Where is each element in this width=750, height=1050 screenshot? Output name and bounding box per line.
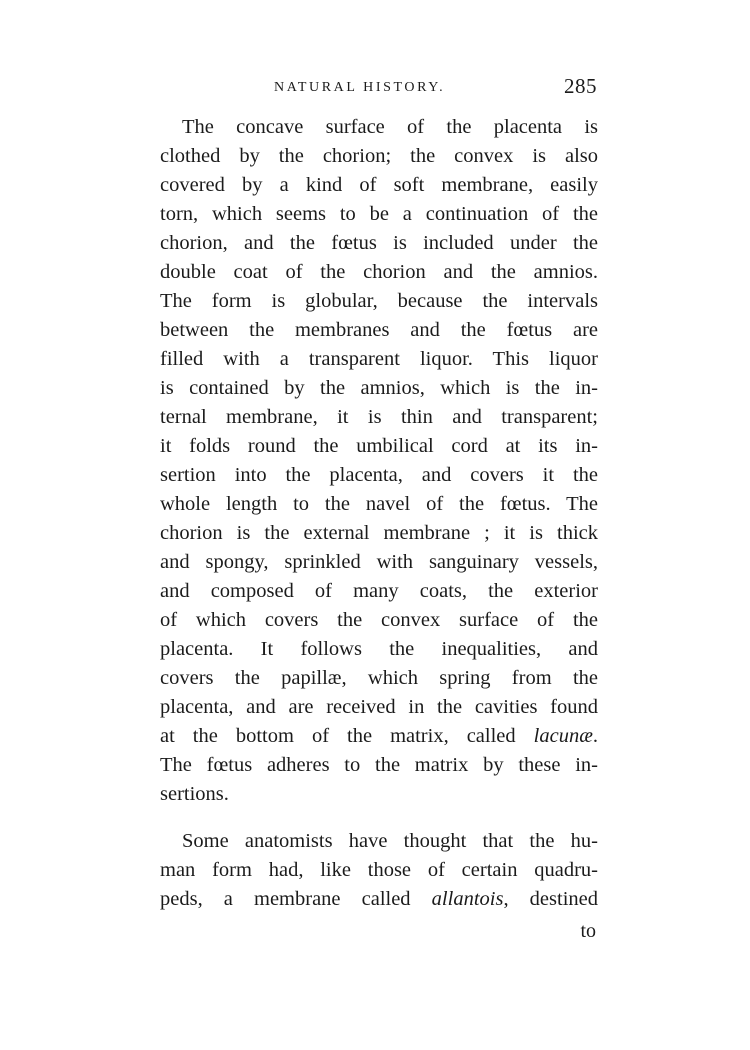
text-segment: peds, a membrane called: [160, 888, 432, 910]
paragraph-2: [160, 827, 598, 914]
text-line: torn, which seems to be a continuation of the: [160, 203, 598, 225]
text-segment: .: [592, 725, 598, 747]
text-line: and composed of many coats, the exterior: [160, 580, 598, 602]
text-line: filled with a transparent liquor. This liquor: [160, 348, 598, 370]
text-line: [160, 885, 598, 914]
text-segment: at the bottom of the matrix, called: [160, 725, 534, 747]
text-line: The fœtus adheres to the matrix by these in-: [160, 754, 598, 776]
text-line: sertions.: [160, 783, 229, 805]
text-line: ternal membrane, it is thin and transparent;: [160, 406, 598, 428]
catchword: to: [580, 920, 596, 942]
text-line: clothed by the chorion; the convex is also: [160, 145, 598, 167]
text-segment: , destined: [503, 888, 598, 910]
text-line: double coat of the chorion and the amnios.: [160, 261, 598, 283]
text-line: The concave surface of the placenta is: [182, 116, 598, 138]
text-line: placenta. It follows the inequalities, and: [160, 638, 598, 660]
text-line: whole length to the navel of the fœtus. The: [160, 493, 598, 515]
running-title: NATURAL HISTORY.: [274, 80, 446, 95]
text-line: Some anatomists have thought that the hu-: [182, 830, 598, 852]
italic-term: lacunæ: [533, 725, 593, 747]
text-line: The form is globular, because the intervals: [160, 290, 598, 312]
text-line: it folds round the umbilical cord at its in-: [160, 435, 598, 457]
text-line: sertion into the placenta, and covers it the: [160, 464, 598, 486]
text-line: of which covers the convex surface of the: [160, 609, 598, 631]
text-line: between the membranes and the fœtus are: [160, 319, 598, 341]
paragraph-gap: [160, 809, 598, 827]
text-line: covered by a kind of soft membrane, easily: [160, 174, 598, 196]
text-line: and spongy, sprinkled with sanguinary vessels,: [160, 551, 598, 573]
text-line: man form had, like those of certain quadru-: [160, 859, 598, 881]
running-head: [160, 74, 600, 104]
text-line: chorion is the external membrane ; it is thick: [160, 522, 598, 544]
page-number: 285: [564, 74, 597, 98]
body-text: [160, 113, 598, 914]
text-line: covers the papillæ, which spring from the: [160, 667, 598, 689]
text-line: placenta, and are received in the cavities found: [160, 696, 598, 718]
text-line: is contained by the amnios, which is the in-: [160, 377, 598, 399]
text-line: [160, 722, 598, 751]
text-line: chorion, and the fœtus is included under the: [160, 232, 598, 254]
paragraph-1: [160, 113, 598, 809]
italic-term: allantois: [431, 888, 504, 910]
